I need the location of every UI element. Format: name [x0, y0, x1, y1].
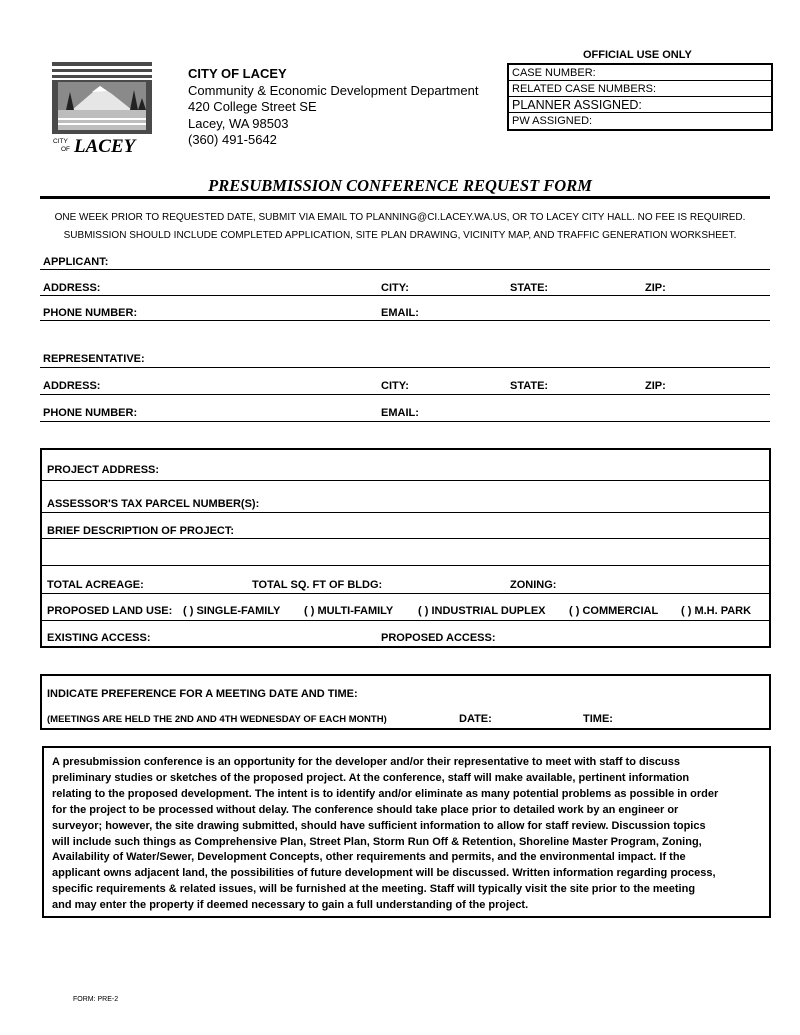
logo-city-text: CITY — [53, 138, 68, 145]
acreage-line[interactable] — [42, 593, 769, 594]
description-line: applicant owns adjacent land, the possibilities of future development will be discussed. Written information regarding process, — [52, 867, 716, 880]
description-line: A presubmission conference is an opportunity for the developer and/or their representative to meet with staff to discuss — [52, 756, 680, 768]
meeting-schedule-note: (MEETINGS ARE HELD THE 2ND AND 4TH WEDNESDAY OF EACH MONTH) — [47, 714, 387, 725]
representative-city-label: CITY: — [381, 380, 409, 392]
land-use-label: PROPOSED LAND USE: — [47, 605, 173, 617]
street-address: 420 College Street SE — [188, 99, 317, 115]
form-title: PRESUBMISSION CONFERENCE REQUEST FORM — [208, 176, 592, 195]
description-line: Availability of Water/Sewer, Development Concepts, other requirements and permits, and the environmental impact. If the — [52, 851, 686, 864]
representative-address-label: ADDRESS: — [43, 380, 101, 392]
official-use-title: OFFICIAL USE ONLY — [583, 49, 692, 61]
meeting-preference-label: INDICATE PREFERENCE FOR A MEETING DATE AND TIME: — [47, 688, 358, 700]
representative-zip-label: ZIP: — [645, 380, 666, 392]
parcel-number-label: ASSESSOR'S TAX PARCEL NUMBER(S): — [47, 498, 260, 510]
project-info-box — [40, 448, 771, 648]
city-logo — [52, 62, 152, 157]
form-id: FORM: PRE-2 — [73, 996, 119, 1003]
applicant-address-label: ADDRESS: — [43, 282, 101, 294]
representative-line[interactable] — [40, 367, 770, 368]
land-use-mh-park[interactable]: ( ) M.H. PARK — [681, 605, 752, 617]
total-sqft-label: TOTAL SQ. FT OF BLDG: — [252, 579, 383, 591]
project-description-line-2[interactable] — [42, 565, 769, 566]
representative-address-line[interactable] — [40, 394, 770, 395]
conference-description-box — [42, 746, 771, 918]
logo-of-text: OF — [61, 146, 71, 153]
parcel-number-line[interactable] — [42, 512, 769, 513]
description-line: specific requirements & related issues, will be furnished at the meeting. Staff will typically visit the site prior to the meeting — [52, 883, 696, 896]
planner-assigned-field[interactable]: PLANNER ASSIGNED: — [509, 97, 771, 113]
land-use-commercial[interactable]: ( ) COMMERCIAL — [569, 605, 659, 617]
land-use-multi-family[interactable]: ( ) MULTI-FAMILY — [304, 605, 394, 617]
official-use-box — [507, 63, 773, 131]
land-use-single-family[interactable]: ( ) SINGLE-FAMILY — [183, 605, 281, 617]
proposed-access-label: PROPOSED ACCESS: — [381, 632, 496, 644]
representative-phone-label: PHONE NUMBER: — [43, 407, 138, 419]
zoning-label: ZONING: — [510, 579, 557, 591]
meeting-date-label: DATE: — [459, 713, 492, 725]
description-line: relating to the proposed development. The intent is to identify and/or eliminate as many potential problems as possible in order — [52, 787, 719, 800]
logo-name-text: LACEY — [74, 136, 136, 157]
applicant-zip-label: ZIP: — [645, 282, 666, 294]
applicant-phone-label: PHONE NUMBER: — [43, 307, 138, 319]
department-name: Community & Economic Development Department — [188, 82, 479, 98]
description-line: and may enter the property if deemed necessary to gain a full understanding of the project. — [52, 899, 529, 912]
title-divider — [40, 196, 770, 199]
applicant-state-label: STATE: — [510, 282, 549, 294]
applicant-line[interactable] — [40, 269, 770, 270]
representative-email-label: EMAIL: — [381, 407, 419, 419]
instructions-line-1: ONE WEEK PRIOR TO REQUESTED DATE, SUBMIT VIA EMAIL TO PLANNING@CI.LACEY.WA.US, OR TO LACEY CITY HALL. NO FEE IS REQUIRED. — [54, 212, 746, 223]
related-case-numbers-field[interactable]: RELATED CASE NUMBERS: — [509, 81, 771, 97]
org-phone: (360) 491-5642 — [188, 132, 277, 148]
description-line: for the project to be processed without delay. The conference should take place prior to detailed work by an engineer or — [52, 803, 679, 816]
description-line: preliminary studies or sketches of the proposed project. At the conference, staff will make available, pertinent information — [52, 771, 690, 784]
description-line: will include such things as Comprehensive Plan, Street Plan, Storm Run Off & Retention, Shoreline Master Program, Zoning, — [52, 835, 702, 848]
meeting-preference-box — [40, 674, 771, 730]
case-number-field[interactable]: CASE NUMBER: — [509, 65, 771, 81]
project-address-label: PROJECT ADDRESS: — [47, 464, 160, 476]
instructions-line-2: SUBMISSION SHOULD INCLUDE COMPLETED APPLICATION, SITE PLAN DRAWING, VICINITY MAP, AND TRAFFIC GENERATION WORKSHEET. — [63, 230, 737, 241]
project-address-line[interactable] — [42, 480, 769, 481]
applicant-city-label: CITY: — [381, 282, 409, 294]
representative-label: REPRESENTATIVE: — [43, 353, 145, 365]
meeting-time-label: TIME: — [583, 713, 613, 725]
total-acreage-label: TOTAL ACREAGE: — [47, 579, 144, 591]
description-line: surveyor; however, the site drawing submitted, should have sufficient information to allow for staff review. Discussion topics — [52, 819, 706, 832]
organization-address — [188, 66, 478, 149]
pw-assigned-field[interactable]: PW ASSIGNED: — [512, 115, 593, 127]
applicant-email-label: EMAIL: — [381, 307, 419, 319]
project-description-line-1[interactable] — [42, 538, 769, 539]
representative-phone-line[interactable] — [40, 421, 770, 422]
city-state-zip: Lacey, WA 98503 — [188, 115, 289, 131]
existing-access-label: EXISTING ACCESS: — [47, 632, 151, 644]
applicant-phone-line[interactable] — [40, 320, 770, 321]
representative-state-label: STATE: — [510, 380, 549, 392]
applicant-address-line[interactable] — [40, 295, 770, 296]
org-name: CITY OF LACEY — [188, 66, 287, 81]
applicant-label: APPLICANT: — [43, 256, 109, 268]
project-description-label: BRIEF DESCRIPTION OF PROJECT: — [47, 525, 235, 537]
land-use-line — [42, 620, 769, 621]
land-use-industrial-duplex[interactable]: ( ) INDUSTRIAL DUPLEX — [418, 605, 546, 617]
